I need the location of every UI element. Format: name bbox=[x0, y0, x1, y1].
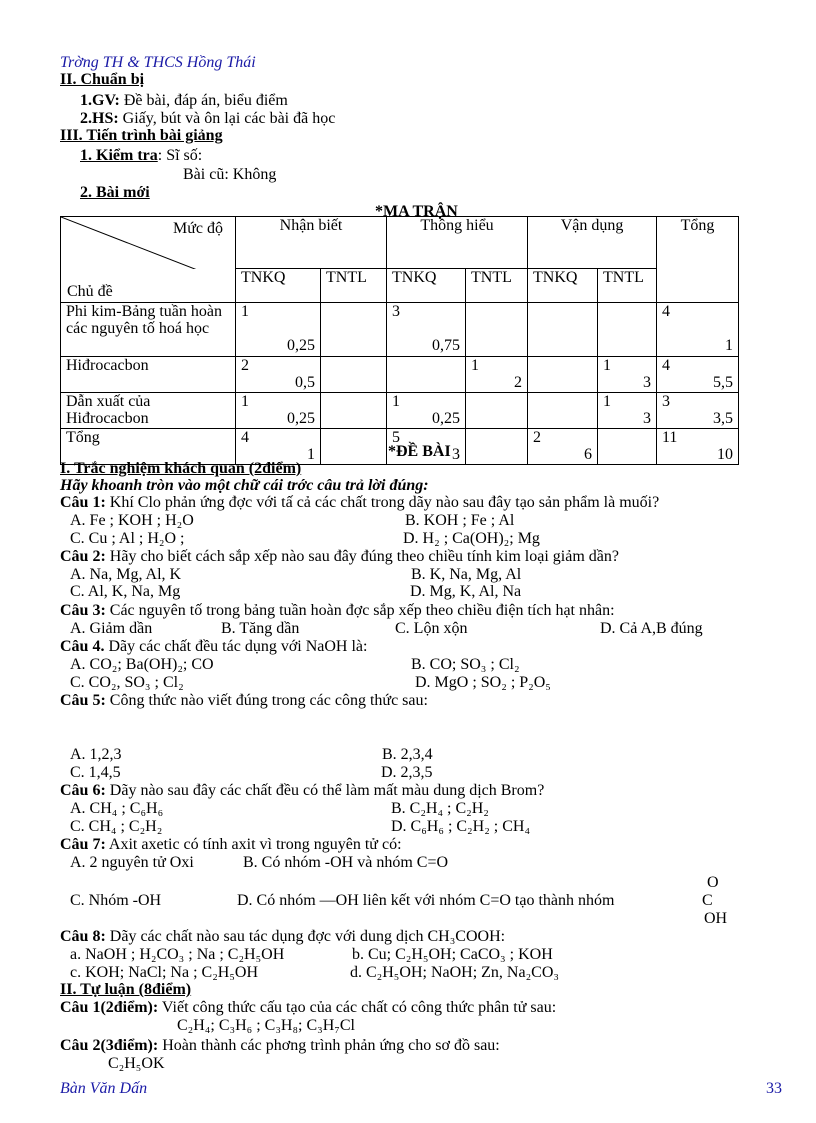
school-header: Trờng TH & THCS Hồng Thái bbox=[60, 54, 256, 71]
value-cell: 1 0,25 bbox=[236, 303, 321, 357]
option: c. KOH; NaCl; Na ; C₂H₅OH bbox=[70, 964, 259, 981]
matrix-corner-cell bbox=[61, 217, 236, 303]
total-cell: 3 3,5 bbox=[657, 393, 739, 429]
question-2: Câu 2: Hãy cho biết cách sắp xếp nào sau đây đúng theo chiều tính kim loại giảm dần? bbox=[60, 548, 619, 565]
question-8: Câu 8: Dãy các chất nào sau tác dụng đợc với dung dịch CH₃COOH: bbox=[60, 928, 506, 945]
question-5: Câu 5: Công thức nào viết đúng trong các công thức sau: bbox=[60, 692, 428, 709]
total-header: Tổng bbox=[657, 217, 739, 303]
option: A. 2 nguyên tử Oxi bbox=[70, 854, 194, 871]
reaction-scheme: C₂H₅OK bbox=[108, 1055, 165, 1072]
matrix-title: *MA TRẬN bbox=[375, 203, 458, 220]
topic-cell: Dẫn xuất của Hiđrocacbon bbox=[61, 393, 236, 429]
value-cell: 1 0,25 bbox=[236, 393, 321, 429]
page-number: 33 bbox=[766, 1080, 782, 1097]
value-cell bbox=[528, 303, 598, 357]
sub-header: TNKQ bbox=[387, 269, 466, 303]
student-prep-line: 2.HS: Giấy, bút và ôn lại các bài đã học bbox=[80, 110, 336, 127]
option: C. 1,4,5 bbox=[70, 764, 121, 781]
part2-title: II. Tự luận (8điểm) bbox=[60, 981, 192, 998]
carboxyl-o: O bbox=[707, 874, 719, 891]
option: B. Có nhóm -OH và nhóm C=O bbox=[243, 854, 449, 871]
option: C. CH₄ ; C₂H₂ bbox=[70, 818, 163, 835]
option: A. Na, Mg, Al, K bbox=[70, 566, 182, 583]
option: D. H₂ ; Ca(OH)₂; Mg bbox=[403, 530, 540, 547]
essay-question-1: Câu 1(2điểm): Viết công thức cấu tạo của các chất có công thức phân tử sau: bbox=[60, 999, 557, 1016]
question-3: Câu 3: Các nguyên tố trong bảng tuần hoàn đợc sắp xếp theo chiều điện tích hạt nhân: bbox=[60, 602, 615, 619]
value-cell bbox=[321, 393, 387, 429]
total-cell: 4 1 bbox=[657, 303, 739, 357]
level-header: Vận dụng bbox=[528, 217, 657, 269]
question-7: Câu 7: Axit axetic có tính axit vì trong nguyên tử có: bbox=[60, 836, 402, 853]
value-cell bbox=[598, 429, 657, 465]
option: C. Cu ; Al ; H₂O ; bbox=[70, 530, 185, 547]
level-header: Nhận biết bbox=[236, 217, 387, 269]
option: d. C₂H₅OH; NaOH; Zn, Na₂CO₃ bbox=[350, 964, 559, 981]
option: B. CO; SO₃ ; Cl₂ bbox=[411, 656, 520, 673]
option: B. K, Na, Mg, Al bbox=[411, 566, 522, 583]
option: C. Lộn xộn bbox=[395, 620, 468, 637]
value-cell: 1 0,25 bbox=[387, 393, 466, 429]
option: D. Cả A,B đúng bbox=[600, 620, 703, 637]
sub-header: TNKQ bbox=[236, 269, 321, 303]
value-cell bbox=[528, 357, 598, 393]
old-lesson-line: Bài cũ: Không bbox=[183, 166, 277, 183]
option: C. CO₂, SO₃ ; Cl₂ bbox=[70, 674, 184, 691]
value-cell bbox=[321, 303, 387, 357]
option: B. 2,3,4 bbox=[382, 746, 433, 763]
option: b. Cu; C₂H₅OH; CaCO₃ ; KOH bbox=[352, 946, 553, 963]
option: A. 1,2,3 bbox=[70, 746, 122, 763]
matrix-row bbox=[61, 357, 739, 393]
value-cell bbox=[598, 303, 657, 357]
value-cell bbox=[466, 429, 528, 465]
value-cell bbox=[387, 357, 466, 393]
check-line: 1. Kiểm tra: Sĩ số: bbox=[80, 147, 203, 164]
teacher-prep-line: 1.GV: Đề bài, đáp án, biểu điểm bbox=[80, 92, 288, 109]
value-cell: 1 2 bbox=[466, 357, 528, 393]
option: D. 2,3,5 bbox=[381, 764, 433, 781]
carboxyl-oh: OH bbox=[704, 910, 728, 927]
total-cell: 4 5,5 bbox=[657, 357, 739, 393]
new-lesson-label: 2. Bài mới bbox=[80, 184, 150, 201]
exam-title: *ĐỀ BÀI bbox=[388, 443, 451, 460]
sub-header: TNTL bbox=[598, 269, 657, 303]
matrix-row bbox=[61, 303, 739, 357]
topic-cell: Phi kim-Bảng tuần hoàn các nguyên tố hoá học bbox=[61, 303, 236, 357]
value-cell: 5 3 bbox=[387, 429, 466, 465]
essay-question-2: Câu 2(3điểm): Hoàn thành các phơng trình phản ứng cho sơ đồ sau: bbox=[60, 1037, 500, 1054]
topic-cell: Hiđrocacbon bbox=[61, 357, 236, 393]
option: D. Mg, K, Al, Na bbox=[410, 583, 522, 600]
sub-header: TNKQ bbox=[528, 269, 598, 303]
option: B. C₂H₄ ; C₂H₂ bbox=[391, 800, 489, 817]
value-cell bbox=[528, 393, 598, 429]
corner-topic-label: Chủ đề bbox=[67, 283, 113, 300]
value-cell bbox=[466, 303, 528, 357]
matrix-row bbox=[61, 393, 739, 429]
value-cell bbox=[321, 429, 387, 465]
section-preparation-title: II. Chuẩn bị bbox=[60, 71, 145, 88]
option: A. CO₂; Ba(OH)₂; CO bbox=[70, 656, 214, 673]
corner-level-label: Mức độ bbox=[173, 220, 223, 237]
value-cell: 1 3 bbox=[598, 357, 657, 393]
option: C. Nhóm -OH bbox=[70, 892, 162, 909]
option: B. KOH ; Fe ; Al bbox=[405, 512, 515, 529]
option: B. Tăng dần bbox=[221, 620, 300, 637]
footer-author: Bàn Văn Dấn bbox=[60, 1080, 148, 1097]
option: A. CH₄ ; C₆H₆ bbox=[70, 800, 164, 817]
value-cell bbox=[466, 393, 528, 429]
value-cell: 2 0,5 bbox=[236, 357, 321, 393]
part1-instruction: Hãy khoanh tròn vào một chữ cái trớc câu trả lời đúng: bbox=[60, 477, 429, 494]
option: A. Giảm dần bbox=[70, 620, 153, 637]
option: D. Có nhóm —OH liên kết với nhóm C=O tạo thành nhóm bbox=[237, 892, 615, 909]
topic-cell: Tổng bbox=[61, 429, 236, 465]
section-process-title: III. Tiến trình bài giảng bbox=[60, 127, 223, 144]
option: A. Fe ; KOH ; H₂O bbox=[70, 512, 194, 529]
value-cell: 4 1 bbox=[236, 429, 321, 465]
question-6: Câu 6: Dãy nào sau đây các chất đều có thể làm mất màu dung dịch Brom? bbox=[60, 782, 545, 799]
part1-title: I. Trắc nghiệm khách quan (2điểm) bbox=[60, 460, 302, 477]
question-1: Câu 1: Khí Clo phản ứng đợc với tấ cả các chất trong dãy nào sau đây tạo sản phẩm là muối? bbox=[60, 494, 660, 511]
sub-header: TNTL bbox=[466, 269, 528, 303]
option: D. C₆H₆ ; C₂H₂ ; CH₄ bbox=[391, 818, 531, 835]
option: D. MgO ; SO₂ ; P₂O₅ bbox=[415, 674, 551, 691]
value-cell: 2 6 bbox=[528, 429, 598, 465]
value-cell: 1 3 bbox=[598, 393, 657, 429]
essay-formulas: C₂H₄; C₃H₆ ; C₃H₈; C₃H₇Cl bbox=[177, 1017, 355, 1034]
value-cell: 3 0,75 bbox=[387, 303, 466, 357]
level-header: Thông hiểu bbox=[387, 217, 528, 269]
option: a. NaOH ; H₂CO₃ ; Na ; C₂H₅OH bbox=[70, 946, 285, 963]
option: C. Al, K, Na, Mg bbox=[70, 583, 181, 600]
matrix-table bbox=[60, 216, 739, 465]
question-4: Câu 4. Dãy các chất đều tác dụng với NaOH là: bbox=[60, 638, 368, 655]
sub-header: TNTL bbox=[321, 269, 387, 303]
total-cell: 11 10 bbox=[657, 429, 739, 465]
carboxyl-c: C bbox=[702, 892, 713, 909]
value-cell bbox=[321, 357, 387, 393]
